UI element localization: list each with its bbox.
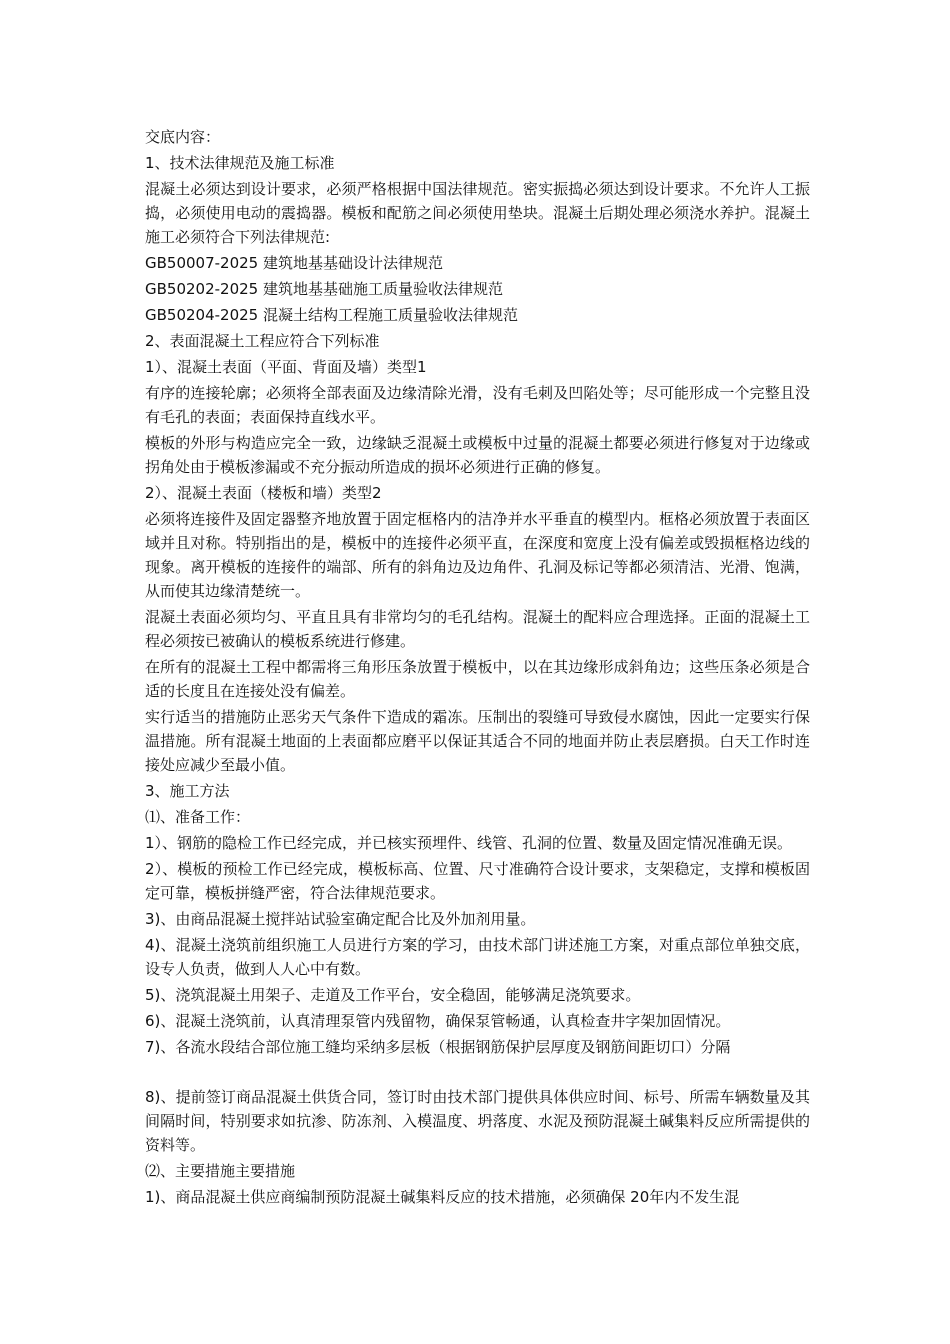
standard-gb50202: GB50202-2025 建筑地基基础施工质量验收法律规范: [145, 280, 503, 298]
section-2-heading: 2、表面混凝土工程应符合下列标准: [145, 332, 380, 350]
paragraph: 在所有的混凝土工程中都需将三角形压条放置于模板中，以在其边缘形成斜角边；这些压条必须是合适的长度且在连接处没有偏差。: [145, 658, 810, 700]
list-item: 1）、钢筋的隐检工作已经完成，并已核实预埋件、线管、孔洞的位置、数量及固定情况准确无误。: [145, 834, 793, 852]
list-item: 8)、提前签订商品混凝土供货合同，签订时由技术部门提供具体供应时间、标号、所需车辆数量及其间隔时间，特别要求如抗渗、防冻剂、入模温度、坍落度、水泥及预防混凝土碱集料反应所需提供的资料等。: [145, 1088, 810, 1154]
list-item: 6)、混凝土浇筑前，认真清理泵管内残留物，确保泵管畅通，认真检查井字架加固情况。: [145, 1012, 731, 1030]
paragraph: 混凝土必须达到设计要求，必须严格根据中国法律规范。密实振捣必须达到设计要求。不允许人工振捣，必须使用电动的震捣器。模板和配筋之间必须使用垫块。混凝土后期处理必须浇水养护。混凝土施工必须符合下列法律规范:: [145, 180, 810, 246]
section-1-heading: 1、技术法律规范及施工标准: [145, 154, 335, 172]
paragraph: 必须将连接件及固定器整齐地放置于固定框格内的洁净并水平垂直的模型内。框格必须放置于表面区域并且对称。特别指出的是，模板中的连接件必须平直，在深度和宽度上没有偏差或毁损框格边线的现象。离开模板的连接件的端部、所有的斜角边及边角件、孔洞及标记等都必须清洁、光滑、饱满，从而使其边缘清楚统一。: [145, 510, 810, 600]
list-item: 3)、由商品混凝土搅拌站试验室确定配合比及外加剂用量。: [145, 910, 536, 928]
paragraph: 混凝土表面必须均匀、平直且具有非常均匀的毛孔结构。混凝土的配料应合理选择。正面的混凝土工程必须按已被确认的模板系统进行修建。: [145, 608, 810, 650]
list-item: 1)、商品混凝土供应商编制预防混凝土碱集料反应的技术措施，必须确保 20年内不发生混: [145, 1188, 740, 1206]
subsection-2-2-heading: 2）、混凝土表面（楼板和墙）类型2: [145, 484, 382, 502]
blank-line: [145, 1061, 810, 1085]
list-item: 5)、浇筑混凝土用架子、走道及工作平台，安全稳固，能够满足浇筑要求。: [145, 986, 641, 1004]
list-item: 2）、模板的预检工作已经完成，模板标高、位置、尺寸准确符合设计要求，支架稳定，支撑和模板固定可靠，模板拼缝严密，符合法律规范要求。: [145, 860, 810, 902]
section-intro-heading: 交底内容：: [145, 128, 221, 146]
subsection-3-2-heading: ⑵、主要措施主要措施: [145, 1162, 296, 1180]
subsection-3-1-heading: ⑴、准备工作：: [145, 808, 251, 826]
list-item: 4)、混凝土浇筑前组织施工人员进行方案的学习，由技术部门讲述施工方案，对重点部位单独交底，设专人负责，做到人人心中有数。: [145, 936, 810, 978]
paragraph: 有序的连接轮廓；必须将全部表面及边缘清除光滑，没有毛刺及凹陷处等；尽可能形成一个完整且没有毛孔的表面；表面保持直线水平。: [145, 384, 810, 426]
paragraph: 模板的外形与构造应完全一致，边缘缺乏混凝土或模板中过量的混凝土都要必须进行修复对于边缘或拐角处由于模板渗漏或不充分振动所造成的损坏必须进行正确的修复。: [145, 434, 810, 476]
document-body: [145, 125, 810, 1211]
standard-gb50007: GB50007-2025 建筑地基基础设计法律规范: [145, 254, 443, 272]
paragraph: 实行适当的措施防止恶劣天气条件下造成的霜冻。压制出的裂缝可导致侵水腐蚀，因此一定要实行保温措施。所有混凝土地面的上表面都应磨平以保证其适合不同的地面并防止表层磨损。白天工作时连接处应减少至最小值。: [145, 708, 810, 774]
standard-gb50204: GB50204-2025 混凝土结构工程施工质量验收法律规范: [145, 306, 518, 324]
section-3-heading: 3、施工方法: [145, 782, 230, 800]
list-item: 7)、各流水段结合部位施工缝均采纳多层板（根据钢筋保护层厚度及钢筋间距切口）分隔: [145, 1038, 731, 1056]
subsection-2-1-heading: 1）、混凝土表面（平面、背面及墙）类型1: [145, 358, 427, 376]
